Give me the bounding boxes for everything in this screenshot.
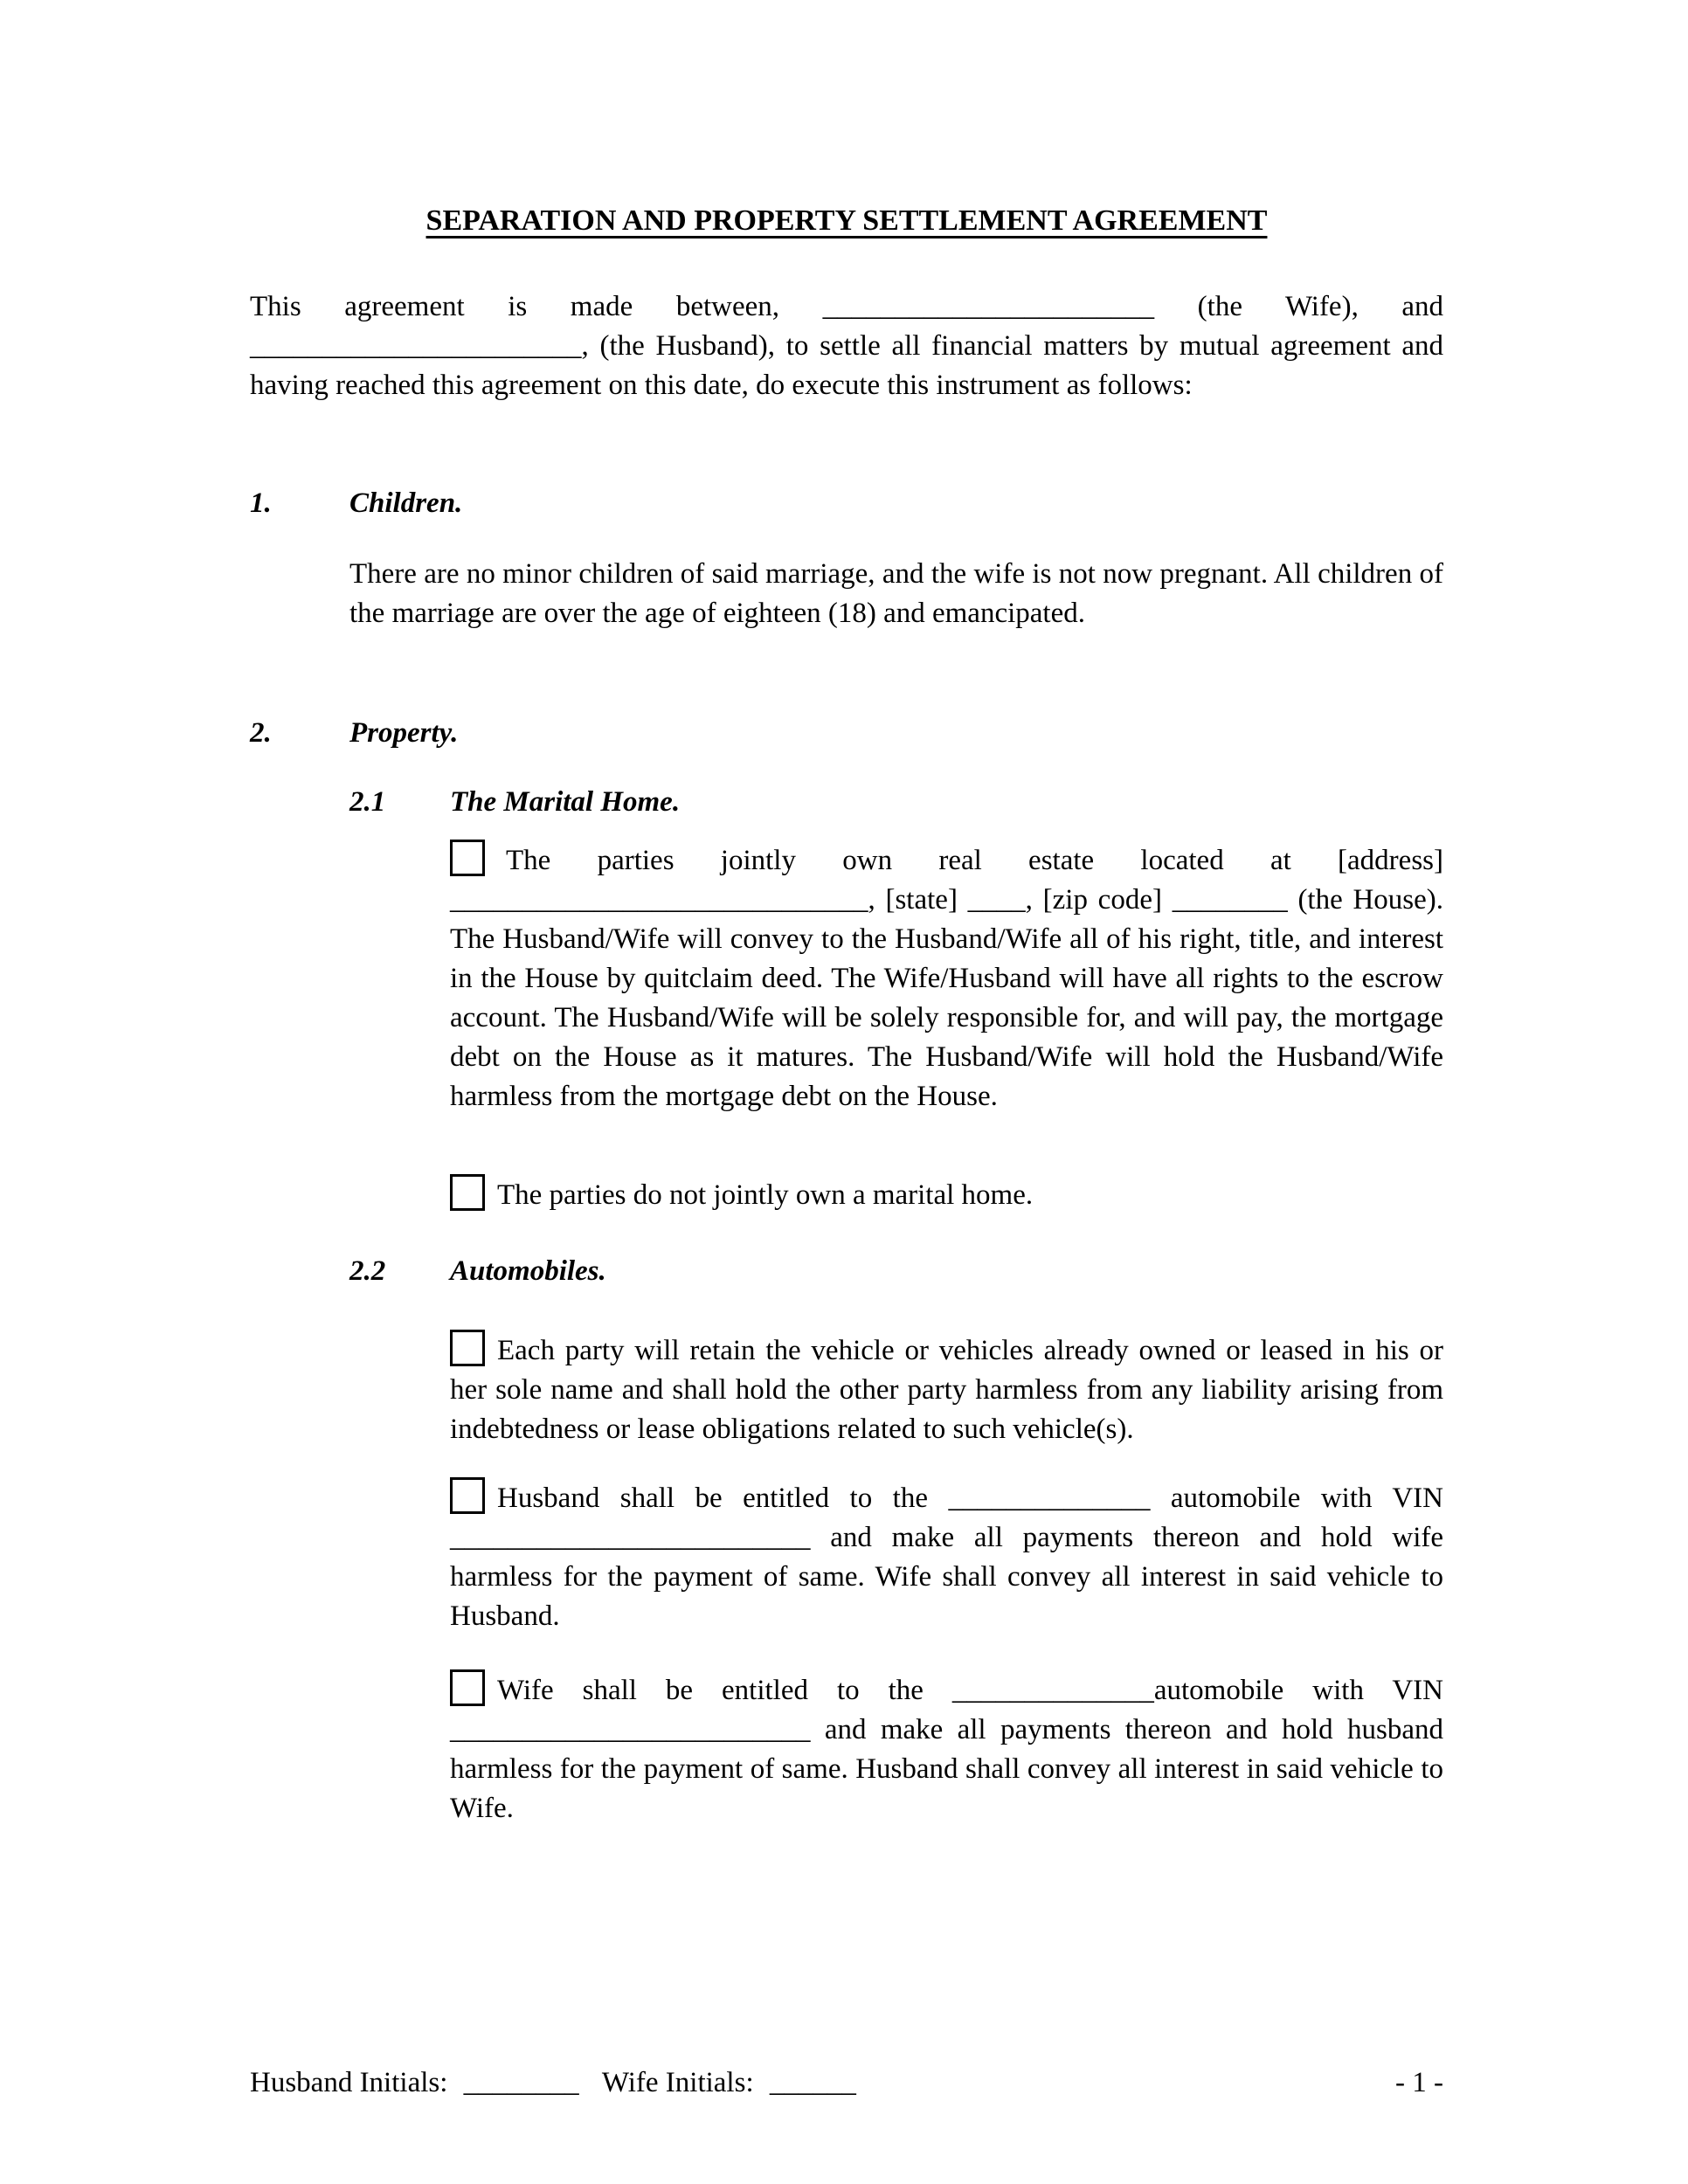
jointly-own-text-2: , [state]: [868, 884, 958, 916]
page-number: - 1 -: [1395, 2067, 1443, 2098]
jointly-own-text-1: The parties jointly own real estate located at [address]: [506, 845, 1443, 876]
subsection-automobiles-number: 2.2: [349, 1255, 386, 1287]
jointly-own-text-4: (the House). The Husband/Wife will convey to the Husband/Wife all of his right, title, and interest in the House by quitclaim deed. The Wife/Husband will have all rights to the escrow account. The Husband/Wife will be solely responsible for, and will pay, the mortgage debt on the House as it matures. The Husband/Wife will hold the Husband/Wife harmless from the mortgage debt on the House.: [450, 884, 1444, 1112]
section-property-number: 2.: [250, 717, 272, 749]
husband-vehicle-text-2: automobile with VIN: [1170, 1482, 1443, 1514]
subsection-marital-home-heading: The Marital Home.: [450, 786, 681, 818]
jointly-own-text-3: , [zip code]: [1025, 884, 1162, 916]
intro-text-2: (the Wife), and: [1197, 291, 1444, 322]
wife-vehicle-text-2: automobile with VIN: [1153, 1675, 1443, 1706]
section-children-heading: Children.: [349, 487, 463, 519]
document-content: [250, 0, 1443, 1828]
address-blank[interactable]: _____________________________: [450, 884, 868, 916]
subsection-marital-home-number: 2.1: [349, 786, 386, 818]
no-marital-home-text: The parties do not jointly own a marital home.: [497, 1179, 1034, 1211]
subsection-automobiles: [349, 1252, 1443, 1291]
intro-text-3: , (the Husband), to settle all financial matters by mutual agreement and having reached this agreement on this date, do execute this instrument as follows:: [250, 330, 1443, 401]
husband-vehicle-text-1: Husband shall be entitled to the: [497, 1482, 928, 1514]
wife-vehicle-checkbox[interactable]: [450, 1669, 485, 1706]
wife-vehicle-text-1: Wife shall be entitled to the: [497, 1675, 924, 1706]
clause-retain-vehicles: [450, 1330, 1443, 1449]
husband-initials-label: Husband Initials:: [250, 2067, 448, 2098]
zip-code-blank[interactable]: ________: [1172, 884, 1288, 916]
page-footer: [250, 2063, 1443, 2103]
retain-vehicles-checkbox[interactable]: [450, 1330, 485, 1366]
clause-no-marital-home: [450, 1174, 1443, 1215]
subsection-marital-home: [349, 783, 1443, 822]
section-property-heading: Property.: [349, 717, 459, 749]
document-title-text: SEPARATION AND PROPERTY SETTLEMENT AGREEMENT: [425, 204, 1268, 237]
section-children-number: 1.: [250, 487, 272, 519]
initials-line: [250, 2063, 856, 2103]
wife-vin-blank[interactable]: _________________________: [450, 1714, 811, 1745]
intro-text-1: This agreement is made between,: [250, 291, 780, 322]
husband-vehicle-text-3: and make all payments thereon and hold wife harmless for the payment of same. Wife shall convey all interest in said vehicle to Husband.: [450, 1522, 1443, 1632]
intro-paragraph: [250, 287, 1443, 405]
jointly-own-home-checkbox[interactable]: [450, 840, 485, 876]
clause-wife-vehicle: [450, 1669, 1443, 1828]
subsection-automobiles-heading: Automobiles.: [450, 1255, 606, 1287]
no-marital-home-checkbox[interactable]: [450, 1174, 485, 1211]
wife-name-blank[interactable]: _______________________: [822, 291, 1155, 322]
husband-vehicle-make-blank[interactable]: ______________: [948, 1482, 1151, 1514]
wife-initials-blank[interactable]: ______: [769, 2067, 856, 2098]
husband-vin-blank[interactable]: _________________________: [450, 1522, 811, 1553]
document-title: [250, 201, 1443, 240]
clause-jointly-own-home: [450, 840, 1443, 1116]
wife-vehicle-text-3: and make all payments thereon and hold husband harmless for the payment of same. Husband shall convey all interest in said vehicle to Wife.: [450, 1714, 1444, 1824]
wife-initials-label: Wife Initials:: [601, 2067, 754, 2098]
section-property: [250, 714, 1443, 753]
husband-name-blank[interactable]: _______________________: [250, 330, 582, 362]
section-children: [250, 484, 1443, 523]
retain-vehicles-text: Each party will retain the vehicle or vehicles already owned or leased in his or her sole name and shall hold the other party harmless from any liability arising from indebtedness or lease obligations related to such vehicle(s).: [450, 1335, 1443, 1445]
clause-husband-vehicle: [450, 1477, 1443, 1636]
state-blank[interactable]: ____: [967, 884, 1026, 916]
husband-vehicle-checkbox[interactable]: [450, 1477, 485, 1514]
husband-initials-blank[interactable]: ________: [463, 2067, 579, 2098]
children-clause: There are no minor children of said marriage, and the wife is not now pregnant. All children of the marriage are over the age of eighteen (18) and emancipated.: [349, 558, 1443, 629]
wife-vehicle-make-blank[interactable]: ______________: [951, 1675, 1154, 1706]
